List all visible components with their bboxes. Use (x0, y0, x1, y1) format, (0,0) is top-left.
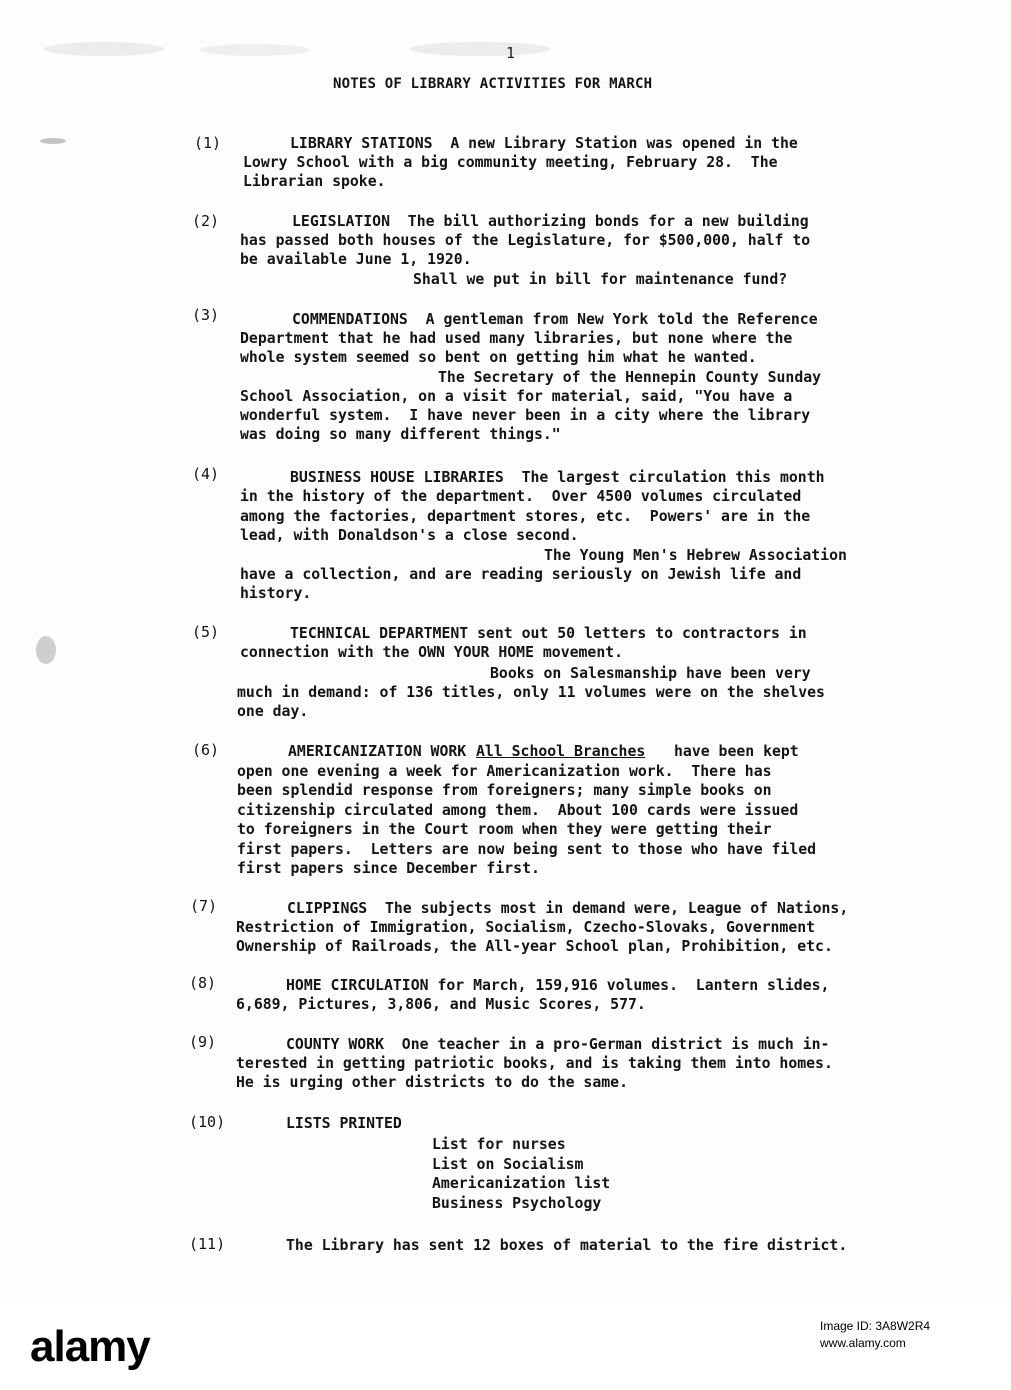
list-entry: Business Psychology (432, 1195, 602, 1212)
item-line: much in demand: of 136 titles, only 11 volumes were on the shelves (237, 684, 825, 701)
item-line: have been kept (674, 743, 799, 760)
item-line: School Association, on a visit for material, said, "You have a (240, 388, 793, 405)
item-number: (9) (189, 1033, 217, 1051)
item-line: HOME CIRCULATION for March, 159,916 volumes. Lantern slides, (286, 977, 830, 994)
watermark-logo: alamy (30, 1322, 150, 1371)
item-number: (4) (192, 465, 220, 483)
item-line: one day. (237, 703, 309, 720)
item-line: The Young Men's Hebrew Association (544, 547, 847, 564)
item-line: to foreigners in the Court room when they were getting their (237, 821, 772, 838)
item-line: was doing so many different things." (240, 426, 561, 443)
scan-smudge (410, 42, 550, 56)
item-line: BUSINESS HOUSE LIBRARIES The largest circulation this month (290, 469, 825, 486)
item-line: whole system seemed so bent on getting him what he wanted. (240, 349, 757, 366)
item-number: (3) (192, 306, 220, 324)
item-line: Department that he had used many libraries, but none where the (240, 330, 793, 347)
item-number: (5) (192, 623, 220, 641)
item-line: has passed both houses of the Legislature, for $500,000, half to (240, 232, 811, 249)
item-line: 6,689, Pictures, 3,806, and Music Scores, 577. (236, 996, 646, 1013)
watermark-image-id: Image ID: 3A8W2R4 (820, 1319, 931, 1333)
list-entry: List on Socialism (432, 1156, 584, 1173)
item-line: lead, with Donaldson's a close second. (240, 527, 579, 544)
item-line: open one evening a week for Americanization work. There has (237, 763, 772, 780)
list-entry: Americanization list (432, 1175, 611, 1192)
page-mark: 1 (506, 44, 516, 62)
item-line: Restriction of Immigration, Socialism, Czecho-Slovaks, Government (236, 919, 816, 936)
underlined-phrase: All School Branches (476, 743, 646, 760)
item-number: (11) (189, 1235, 226, 1253)
item-line: history. (240, 585, 312, 602)
item-number: (8) (189, 974, 217, 992)
item-line: LEGISLATION The bill authorizing bonds for a new building (292, 213, 809, 230)
item-number: (7) (190, 897, 218, 915)
item-number: (10) (189, 1113, 226, 1131)
item-line: terested in getting patriotic books, and is taking them into homes. (236, 1055, 833, 1072)
item-line: Lowry School with a big community meeting, February 28. The (243, 154, 778, 171)
item-line: connection with the OWN YOUR HOME movement. (240, 644, 624, 661)
item-line: Ownership of Railroads, the All-year School plan, Prohibition, etc. (236, 938, 833, 955)
list-entry: List for nurses (432, 1136, 566, 1153)
item-line: He is urging other districts to do the same. (236, 1074, 628, 1091)
scan-smudge (44, 42, 164, 56)
item-number: (2) (192, 212, 220, 230)
watermark-info (820, 1318, 930, 1352)
item-line: wonderful system. I have never been in a city where the library (240, 407, 811, 424)
item-line: in the history of the department. Over 4500 volumes circulated (240, 488, 802, 505)
document-title: NOTES OF LIBRARY ACTIVITIES FOR MARCH (333, 76, 653, 92)
item-line: Librarian spoke. (243, 173, 386, 190)
item-line: CLIPPINGS The subjects most in demand were, League of Nations, (287, 900, 849, 917)
item-line: COMMENDATIONS A gentleman from New York told the Reference (292, 311, 818, 328)
item-line: be available June 1, 1920. (240, 251, 472, 268)
item-line: among the factories, department stores, etc. Powers' are in the (240, 508, 811, 525)
item-line: Books on Salesmanship have been very (490, 665, 811, 682)
scan-smudge (40, 138, 66, 144)
item-line: The Library has sent 12 boxes of material to the fire district. (286, 1237, 848, 1254)
item-line: citizenship circulated among them. About 100 cards were issued (237, 802, 799, 819)
item-number: (6) (192, 741, 220, 759)
item-line: LISTS PRINTED (286, 1115, 402, 1132)
watermark-site: www.alamy.com (820, 1336, 906, 1350)
scan-smudge (200, 44, 310, 56)
item-line: Shall we put in bill for maintenance fund? (413, 271, 788, 288)
item-line: first papers since December first. (237, 860, 540, 877)
item-line: been splendid response from foreigners; many simple books on (237, 782, 772, 799)
item-line: TECHNICAL DEPARTMENT sent out 50 letters to contractors in (290, 625, 807, 642)
item-line: COUNTY WORK One teacher in a pro-German district is much in- (286, 1036, 830, 1053)
item-line: first papers. Letters are now being sent to those who have filed (237, 841, 817, 858)
scan-smudge (36, 636, 56, 664)
item-line: AMERICANIZATION WORK (288, 743, 467, 760)
item-line: have a collection, and are reading seriously on Jewish life and (240, 566, 802, 583)
item-number: (1) (194, 134, 222, 152)
item-line: LIBRARY STATIONS A new Library Station was opened in the (290, 135, 798, 152)
item-line: The Secretary of the Hennepin County Sunday (438, 369, 822, 386)
